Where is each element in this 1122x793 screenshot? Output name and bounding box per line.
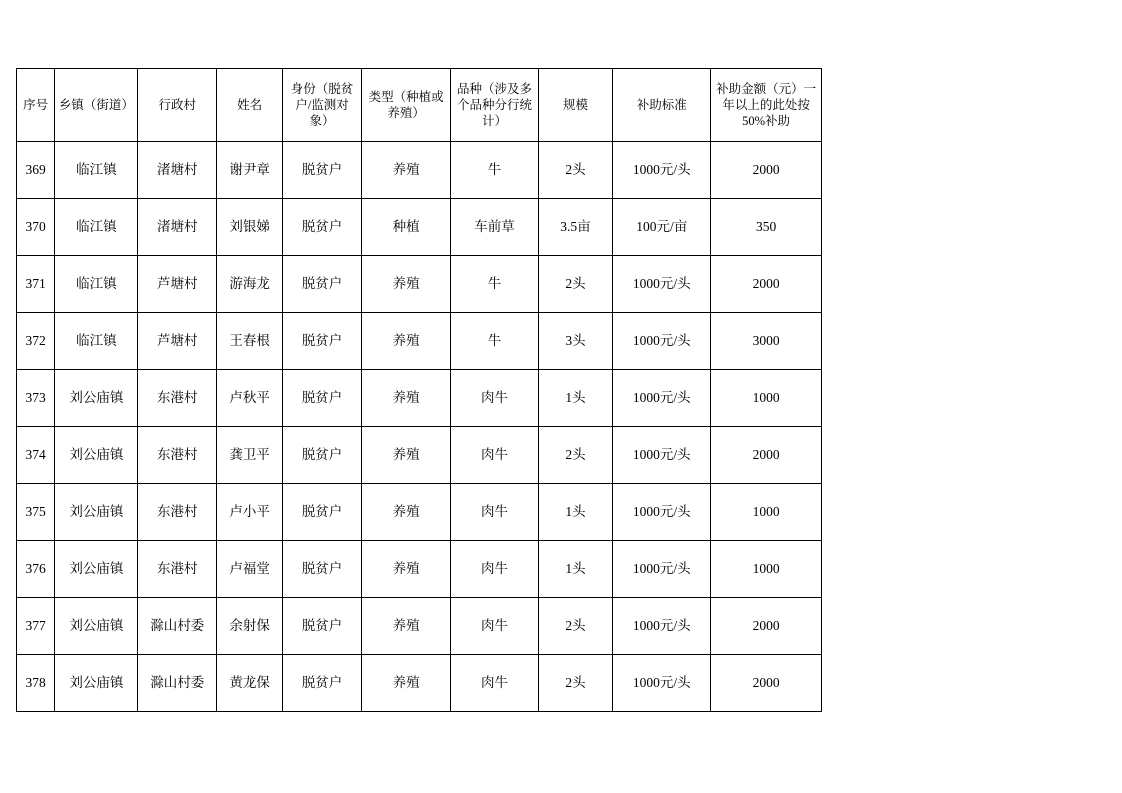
cell-scale: 1头	[538, 484, 613, 541]
cell-name: 卢秋平	[217, 370, 283, 427]
table-row	[17, 142, 822, 199]
cell-standard: 1000元/头	[613, 370, 711, 427]
cell-type: 养殖	[361, 541, 450, 598]
cell-identity: 脱贫户	[283, 256, 362, 313]
cell-no: 370	[17, 199, 55, 256]
cell-amount: 3000	[711, 313, 822, 370]
cell-name: 余射保	[217, 598, 283, 655]
cell-type: 种植	[361, 199, 450, 256]
table-body	[17, 142, 822, 712]
cell-variety: 肉牛	[451, 370, 538, 427]
cell-town: 临江镇	[55, 199, 138, 256]
subsidy-table-container	[16, 68, 822, 712]
cell-town: 刘公庙镇	[55, 484, 138, 541]
cell-village: 滁山村委	[138, 655, 217, 712]
table-row	[17, 427, 822, 484]
cell-standard: 1000元/头	[613, 427, 711, 484]
column-header-name: 姓名	[217, 69, 283, 142]
cell-no: 375	[17, 484, 55, 541]
cell-scale: 2头	[538, 598, 613, 655]
cell-amount: 350	[711, 199, 822, 256]
table-row	[17, 199, 822, 256]
table-row	[17, 313, 822, 370]
cell-amount: 1000	[711, 541, 822, 598]
column-header-village: 行政村	[138, 69, 217, 142]
cell-village: 滁山村委	[138, 598, 217, 655]
column-header-amount: 补助金额（元）一年以上的此处按50%补助	[711, 69, 822, 142]
cell-standard: 1000元/头	[613, 313, 711, 370]
cell-town: 刘公庙镇	[55, 655, 138, 712]
column-header-type: 类型（种植或养殖）	[361, 69, 450, 142]
table-row	[17, 484, 822, 541]
cell-town: 临江镇	[55, 313, 138, 370]
cell-type: 养殖	[361, 484, 450, 541]
cell-scale: 1头	[538, 370, 613, 427]
cell-type: 养殖	[361, 655, 450, 712]
cell-amount: 1000	[711, 484, 822, 541]
cell-no: 372	[17, 313, 55, 370]
cell-scale: 2头	[538, 256, 613, 313]
cell-type: 养殖	[361, 313, 450, 370]
cell-amount: 2000	[711, 598, 822, 655]
cell-village: 芦塘村	[138, 256, 217, 313]
cell-identity: 脱贫户	[283, 655, 362, 712]
cell-no: 377	[17, 598, 55, 655]
cell-name: 谢尹章	[217, 142, 283, 199]
column-header-variety: 品种（涉及多个品种分行统计）	[451, 69, 538, 142]
cell-no: 369	[17, 142, 55, 199]
cell-variety: 肉牛	[451, 427, 538, 484]
cell-variety: 肉牛	[451, 598, 538, 655]
cell-variety: 牛	[451, 313, 538, 370]
cell-name: 王春根	[217, 313, 283, 370]
cell-village: 东港村	[138, 484, 217, 541]
cell-name: 卢福堂	[217, 541, 283, 598]
cell-variety: 车前草	[451, 199, 538, 256]
cell-name: 龚卫平	[217, 427, 283, 484]
cell-standard: 1000元/头	[613, 655, 711, 712]
cell-identity: 脱贫户	[283, 313, 362, 370]
cell-amount: 2000	[711, 427, 822, 484]
cell-town: 刘公庙镇	[55, 427, 138, 484]
cell-no: 374	[17, 427, 55, 484]
table-row	[17, 370, 822, 427]
cell-village: 渚塘村	[138, 199, 217, 256]
cell-identity: 脱贫户	[283, 541, 362, 598]
cell-town: 临江镇	[55, 142, 138, 199]
cell-village: 芦塘村	[138, 313, 217, 370]
cell-type: 养殖	[361, 370, 450, 427]
cell-town: 临江镇	[55, 256, 138, 313]
cell-village: 东港村	[138, 427, 217, 484]
cell-village: 渚塘村	[138, 142, 217, 199]
cell-amount: 2000	[711, 655, 822, 712]
cell-no: 376	[17, 541, 55, 598]
table-row	[17, 598, 822, 655]
column-header-scale: 规模	[538, 69, 613, 142]
cell-no: 378	[17, 655, 55, 712]
column-header-town: 乡镇（街道）	[55, 69, 138, 142]
cell-name: 卢小平	[217, 484, 283, 541]
cell-scale: 3.5亩	[538, 199, 613, 256]
table-header-row	[17, 69, 822, 142]
cell-standard: 1000元/头	[613, 256, 711, 313]
cell-variety: 肉牛	[451, 541, 538, 598]
cell-name: 黄龙保	[217, 655, 283, 712]
cell-amount: 2000	[711, 256, 822, 313]
cell-type: 养殖	[361, 598, 450, 655]
cell-identity: 脱贫户	[283, 370, 362, 427]
cell-amount: 1000	[711, 370, 822, 427]
table-row	[17, 655, 822, 712]
cell-standard: 1000元/头	[613, 598, 711, 655]
subsidy-table	[16, 68, 822, 712]
cell-variety: 肉牛	[451, 655, 538, 712]
table-row	[17, 541, 822, 598]
cell-standard: 1000元/头	[613, 541, 711, 598]
cell-standard: 1000元/头	[613, 484, 711, 541]
cell-name: 刘银娣	[217, 199, 283, 256]
cell-village: 东港村	[138, 370, 217, 427]
cell-standard: 1000元/头	[613, 142, 711, 199]
cell-type: 养殖	[361, 256, 450, 313]
cell-type: 养殖	[361, 427, 450, 484]
cell-town: 刘公庙镇	[55, 598, 138, 655]
cell-variety: 牛	[451, 256, 538, 313]
cell-scale: 2头	[538, 655, 613, 712]
column-header-identity: 身份（脱贫户/监测对象）	[283, 69, 362, 142]
cell-scale: 1头	[538, 541, 613, 598]
cell-amount: 2000	[711, 142, 822, 199]
cell-scale: 3头	[538, 313, 613, 370]
cell-identity: 脱贫户	[283, 199, 362, 256]
cell-standard: 100元/亩	[613, 199, 711, 256]
cell-identity: 脱贫户	[283, 142, 362, 199]
cell-scale: 2头	[538, 142, 613, 199]
cell-town: 刘公庙镇	[55, 370, 138, 427]
cell-no: 373	[17, 370, 55, 427]
cell-scale: 2头	[538, 427, 613, 484]
table-row	[17, 256, 822, 313]
cell-variety: 肉牛	[451, 484, 538, 541]
cell-identity: 脱贫户	[283, 484, 362, 541]
cell-town: 刘公庙镇	[55, 541, 138, 598]
cell-identity: 脱贫户	[283, 427, 362, 484]
cell-type: 养殖	[361, 142, 450, 199]
cell-village: 东港村	[138, 541, 217, 598]
cell-no: 371	[17, 256, 55, 313]
column-header-standard: 补助标准	[613, 69, 711, 142]
cell-variety: 牛	[451, 142, 538, 199]
cell-name: 游海龙	[217, 256, 283, 313]
column-header-no: 序号	[17, 69, 55, 142]
cell-identity: 脱贫户	[283, 598, 362, 655]
